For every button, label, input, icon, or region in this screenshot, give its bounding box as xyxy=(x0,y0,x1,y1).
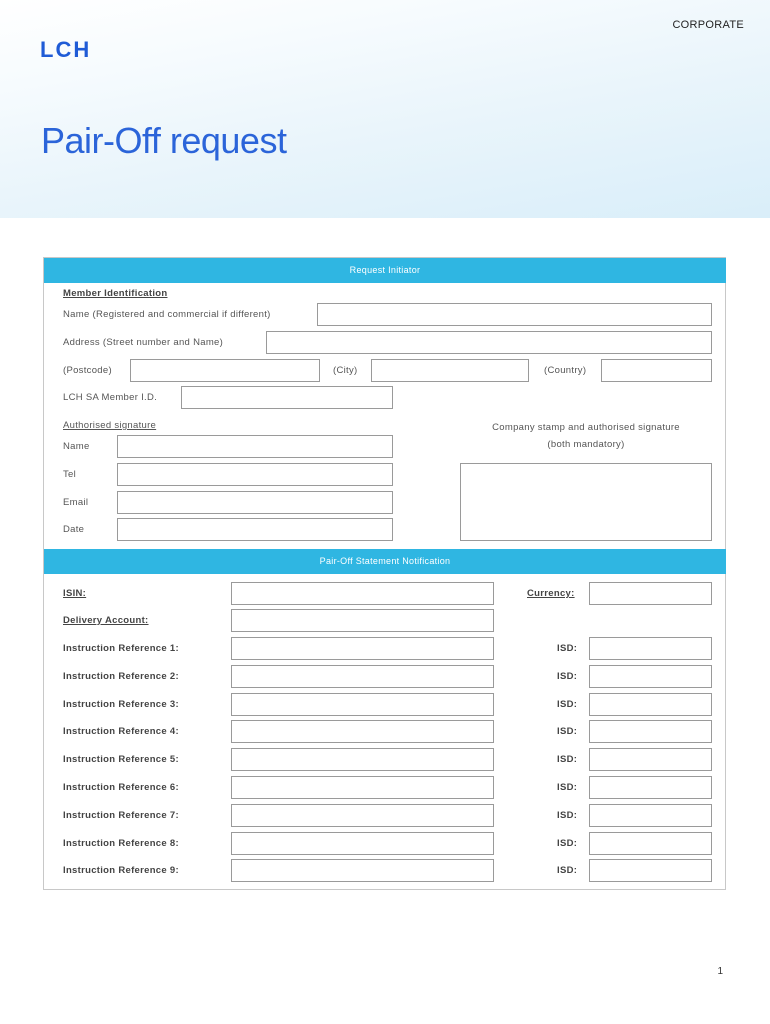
isd-input[interactable] xyxy=(589,665,712,688)
instruction-reference-input[interactable] xyxy=(231,804,494,827)
isin-input[interactable] xyxy=(231,582,494,605)
city-input[interactable] xyxy=(371,359,529,382)
lch-logo: LCH xyxy=(40,37,92,62)
stamp-caption: Company stamp and authorised signature xyxy=(492,422,680,433)
isd-input[interactable] xyxy=(589,693,712,716)
instruction-reference-input[interactable] xyxy=(231,748,494,771)
instruction-reference-input[interactable] xyxy=(231,693,494,716)
signatory-name-input[interactable] xyxy=(117,435,393,458)
page-number: 1 xyxy=(717,966,723,977)
page-title: Pair-Off request xyxy=(41,120,287,161)
address-label: Address (Street number and Name) xyxy=(63,337,224,348)
delivery-account-label: Delivery Account: xyxy=(63,615,149,626)
instruction-reference-input[interactable] xyxy=(231,665,494,688)
isd-input[interactable] xyxy=(589,804,712,827)
tel-label: Tel xyxy=(63,469,77,480)
address-input[interactable] xyxy=(266,331,712,354)
isd-label: ISD: xyxy=(557,754,578,766)
email-label: Email xyxy=(63,497,89,508)
member-identification-heading: Member Identification xyxy=(63,288,168,299)
instruction-reference-label: Instruction Reference 5: xyxy=(63,754,179,766)
delivery-account-input[interactable] xyxy=(231,609,494,632)
instruction-reference-label: Instruction Reference 4: xyxy=(63,726,179,738)
instruction-reference-input[interactable] xyxy=(231,832,494,855)
email-input[interactable] xyxy=(117,491,393,514)
isd-input[interactable] xyxy=(589,832,712,855)
currency-input[interactable] xyxy=(589,582,712,605)
pairoff-notification-header: Pair-Off Statement Notification xyxy=(44,549,726,574)
instruction-reference-label: Instruction Reference 7: xyxy=(63,809,179,821)
instruction-reference-input[interactable] xyxy=(231,859,494,882)
isd-label: ISD: xyxy=(557,809,578,821)
tel-input[interactable] xyxy=(117,463,393,486)
postcode-label: (Postcode) xyxy=(63,365,112,376)
instruction-reference-input[interactable] xyxy=(231,776,494,799)
instruction-reference-label: Instruction Reference 3: xyxy=(63,698,179,710)
company-stamp-box[interactable] xyxy=(460,463,712,541)
instruction-reference-input[interactable] xyxy=(231,720,494,743)
postcode-input[interactable] xyxy=(130,359,320,382)
classification-label: CORPORATE xyxy=(672,19,744,31)
country-input[interactable] xyxy=(601,359,712,382)
isd-label: ISD: xyxy=(557,865,578,877)
authorised-signature-heading: Authorised signature xyxy=(63,420,157,431)
isd-input[interactable] xyxy=(589,748,712,771)
instruction-reference-input[interactable] xyxy=(231,637,494,660)
instruction-reference-label: Instruction Reference 9: xyxy=(63,865,179,877)
instruction-reference-label: Instruction Reference 6: xyxy=(63,782,179,793)
isd-label: ISD: xyxy=(557,670,578,682)
registered-name-input[interactable] xyxy=(317,303,712,326)
member-id-label: LCH SA Member I.D. xyxy=(63,392,158,403)
isin-label: ISIN: xyxy=(63,588,87,599)
stamp-mandatory-note: (both mandatory) xyxy=(547,439,625,450)
instruction-reference-label: Instruction Reference 1: xyxy=(63,643,179,654)
country-label: (Country) xyxy=(544,365,587,376)
name-label: Name (Registered and commercial if different) xyxy=(63,309,271,320)
isd-label: ISD: xyxy=(557,698,578,710)
member-id-input[interactable] xyxy=(181,386,393,409)
signatory-name-label: Name xyxy=(63,441,90,452)
isd-input[interactable] xyxy=(589,720,712,743)
isd-label: ISD: xyxy=(557,782,578,793)
city-label: (City) xyxy=(333,365,358,376)
isd-input[interactable] xyxy=(589,859,712,882)
instruction-reference-label: Instruction Reference 8: xyxy=(63,837,179,849)
isd-input[interactable] xyxy=(589,637,712,660)
isd-input[interactable] xyxy=(589,776,712,799)
currency-label: Currency: xyxy=(527,588,575,599)
isd-label: ISD: xyxy=(557,837,578,849)
date-input[interactable] xyxy=(117,518,393,541)
header-banner xyxy=(0,0,770,218)
date-label: Date xyxy=(63,524,85,535)
instruction-reference-label: Instruction Reference 2: xyxy=(63,670,179,682)
isd-label: ISD: xyxy=(557,726,578,738)
isd-label: ISD: xyxy=(557,643,578,654)
request-initiator-header: Request Initiator xyxy=(44,258,726,283)
